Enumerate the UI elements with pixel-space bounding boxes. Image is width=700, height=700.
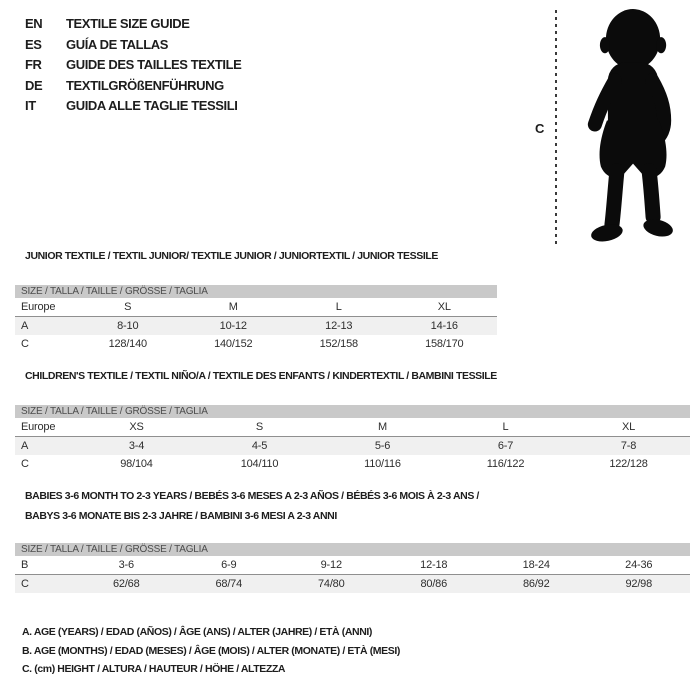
size-value: 18-24: [485, 556, 588, 575]
language-title: GUÍA DE TALLAS: [66, 36, 169, 52]
language-code: ES: [25, 36, 42, 52]
size-value: 9-12: [280, 556, 383, 575]
size-value: 158/170: [425, 338, 464, 351]
language-code: EN: [25, 16, 43, 31]
size-table: [15, 418, 690, 474]
row-label: A: [21, 440, 29, 452]
footnote-line: B. AGE (MONTHS) / EDAD (MESES) / ÂGE (MOIS) / ALTER (MONATE) / ETÀ (MESI): [22, 644, 400, 657]
size-value: 14-16: [430, 320, 458, 332]
section-title: [25, 486, 700, 526]
language-row: [25, 55, 241, 76]
table-row: [15, 437, 690, 456]
size-value: 122/128: [609, 458, 648, 471]
size-value: 12-13: [325, 320, 353, 332]
size-value: 110/116: [364, 458, 401, 471]
language-title: TEXTILGRÖßENFÜHRUNG: [66, 77, 224, 93]
size-value: 7-8: [620, 440, 637, 452]
size-value: 74/80: [317, 578, 345, 590]
row-label: B: [15, 556, 75, 575]
size-value: 4-5: [251, 440, 268, 452]
size-value: 3-4: [128, 440, 145, 452]
size-value: 6-9: [178, 556, 281, 575]
size-value: 5-6: [374, 440, 391, 452]
table-row: [15, 455, 690, 474]
footnote-line: A. AGE (YEARS) / EDAD (AÑOS) / ÂGE (ANS) / ALTER (JAHRE) / ETÀ (ANNI): [22, 626, 373, 638]
size-column-header: L: [286, 298, 392, 317]
region-label: Europe: [15, 298, 75, 317]
size-column-header: M: [181, 298, 287, 317]
size-value: 140/152: [214, 338, 253, 351]
size-value: 128/140: [108, 338, 147, 351]
table-header-row: [15, 298, 497, 317]
language-code: FR: [25, 57, 42, 72]
section-title-line: BABIES 3-6 MONTH TO 2-3 YEARS / BEBÉS 3-6 MESES A 2-3 AÑOS / BÉBÉS 3-6 MOIS À 2-3 ANS /: [25, 490, 479, 502]
language-row: [25, 14, 241, 35]
section-title-line: JUNIOR TEXTILE / TEXTIL JUNIOR/ TEXTILE JUNIOR / JUNIORTEXTIL / JUNIOR TESSILE: [25, 250, 438, 262]
size-section: [0, 246, 700, 354]
size-value: 24-36: [588, 556, 691, 575]
size-column-header: M: [321, 418, 444, 437]
size-section: [0, 486, 700, 593]
language-code: IT: [25, 98, 36, 113]
size-value: 12-18: [383, 556, 486, 575]
size-header-bar: SIZE / TALLA / TAILLE / GRÖSSE / TAGLIA: [15, 285, 497, 298]
size-column-header: S: [75, 298, 181, 317]
size-table: [15, 298, 497, 354]
size-value: 80/86: [420, 578, 448, 590]
height-measure-line: [555, 10, 557, 244]
table-row: [15, 317, 497, 336]
language-title: GUIDE DES TAILLES TEXTILE: [66, 57, 242, 72]
row-label: C: [21, 338, 29, 351]
size-value: 3-6: [75, 556, 178, 575]
size-value: 98/104: [120, 458, 153, 471]
measurement-figure: [528, 0, 696, 250]
size-column-header: XL: [392, 298, 498, 317]
size-column-header: XL: [567, 418, 690, 437]
table-body: [15, 418, 690, 474]
language-row: [25, 96, 241, 117]
table-row: [15, 575, 690, 594]
height-measure-label: C: [535, 121, 545, 136]
row-label: A: [21, 320, 29, 332]
region-label: Europe: [15, 418, 75, 437]
language-row: [25, 76, 241, 97]
section-title-line: CHILDREN'S TEXTILE / TEXTIL NIÑO/A / TEXTILE DES ENFANTS / KINDERTEXTIL / BAMBINI TESSILE: [25, 370, 497, 382]
row-label: C: [21, 458, 29, 471]
size-table: [15, 556, 690, 593]
section-title-line: BABYS 3-6 MONATE BIS 2-3 JAHRE / BAMBINI 3-6 MESI A 2-3 ANNI: [25, 510, 337, 522]
table-row: [15, 335, 497, 354]
size-column-header: L: [444, 418, 567, 437]
size-header-bar: SIZE / TALLA / TAILLE / GRÖSSE / TAGLIA: [15, 405, 690, 418]
size-section: [0, 366, 700, 474]
table-header-row: [15, 418, 690, 437]
section-title: [25, 366, 700, 386]
language-row: [25, 35, 241, 56]
table-body: [15, 556, 690, 593]
table-row: [15, 556, 690, 575]
language-title: GUIDA ALLE TAGLIE TESSILI: [66, 98, 238, 113]
footnotes: [22, 623, 400, 679]
section-title: [25, 246, 700, 266]
size-value: 92/98: [625, 578, 653, 590]
size-value: 152/158: [319, 338, 358, 351]
size-value: 86/92: [522, 578, 550, 590]
size-value: 68/74: [215, 578, 243, 590]
language-title-list: [25, 14, 241, 117]
size-value: 10-12: [219, 320, 247, 332]
toddler-silhouette-icon: [561, 2, 693, 248]
row-label: C: [21, 578, 29, 590]
size-value: 8-10: [117, 320, 139, 332]
language-title: TEXTILE SIZE GUIDE: [66, 16, 190, 31]
size-value: 104/110: [240, 458, 279, 471]
language-code: DE: [25, 77, 43, 93]
size-column-header: XS: [75, 418, 198, 437]
size-value: 62/68: [112, 578, 140, 590]
size-header-bar: SIZE / TALLA / TAILLE / GRÖSSE / TAGLIA: [15, 543, 690, 556]
size-value: 116/122: [486, 458, 525, 471]
size-value: 6-7: [497, 440, 514, 452]
table-body: [15, 298, 497, 354]
footnote-line: C. (cm) HEIGHT / ALTURA / HAUTEUR / HÖHE / ALTEZZA: [22, 663, 286, 675]
size-column-header: S: [198, 418, 321, 437]
